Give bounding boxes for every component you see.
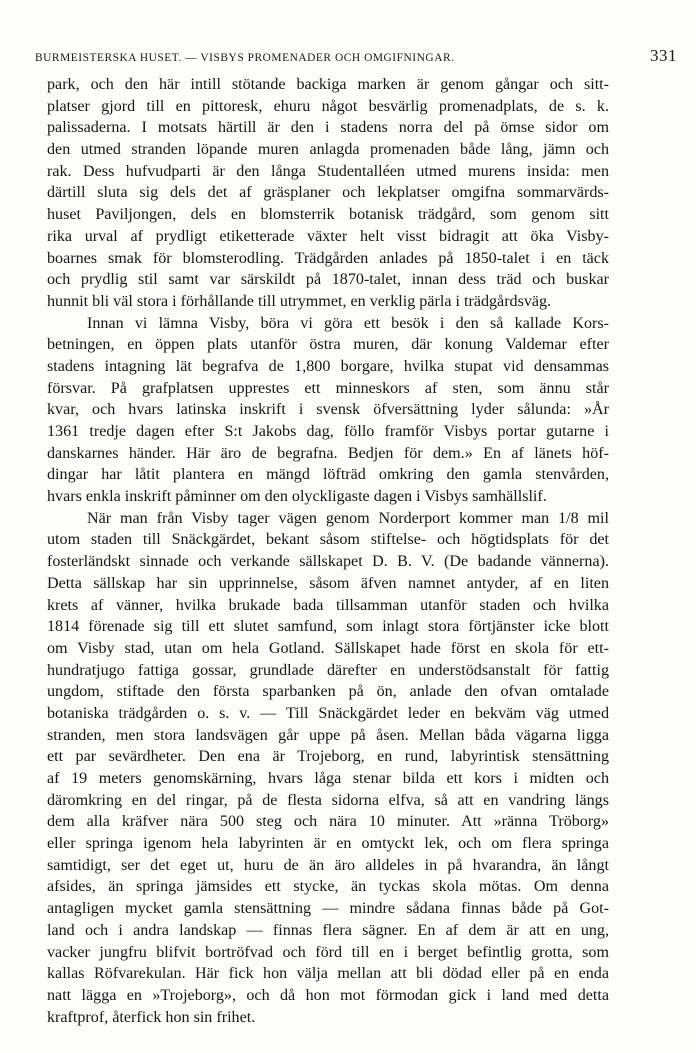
text-line: ett par sevärdheter. Den ena är Trojeborg, en rund, labyrintisk stensättning xyxy=(47,748,609,766)
text-line: När man från Visby tager vägen genom Norderport kommer man 1/8 mil xyxy=(87,509,609,527)
text-line: boarnes smak för blomsterodling. Trädgården anlades på 1850-talet i en täck xyxy=(47,249,609,267)
text-line: dem alla kräfver nära 500 steg och nära 10 minuter. Att »ränna Tröborg» xyxy=(47,813,609,831)
text-line: ungdom, stiftade den första sparbanken på ön, anlade den ofvan omtalade xyxy=(47,683,609,701)
text-line: stranden, men stora landsvägen går uppe på åsen. Mellan båda vägarna ligga xyxy=(47,726,609,744)
text-line: utom staden till Snäckgärdet, bekant såsom stiftelse- och högtidsplats för det xyxy=(47,531,609,549)
text-line: samtidigt, ser det eget ut, huru de än äro alldeles in på hvarandra, än långt xyxy=(47,856,609,874)
text-line: afsides, än springa jämsides ett stycke, än tyckas skola mötas. Om denna xyxy=(47,878,609,896)
text-line: dingar har låtit plantera en mängd löfträd omkring den gamla stenvården, xyxy=(47,466,609,484)
text-line: kallas Röfvarekulan. Här fick hon välja mellan att bli dödad eller på en enda xyxy=(47,965,609,983)
text-line: eller springa igenom hela labyrinten är en omtyckt lek, och om flera springa xyxy=(47,835,609,853)
text-line: rak. Dess hufvudparti är den långa Studentalléen utmed murens insida: men xyxy=(47,162,609,180)
text-line: om Visby stad, utan om hela Gotland. Sällskapet hade först en skola för ett- xyxy=(47,639,609,657)
text-line: huset Paviljongen, dels en blomsterrik botanisk trädgård, som genom sitt xyxy=(47,206,609,224)
text-line: därtill sluta sig dels det af gräsplaner och lekplatser omgifna sommarvärds- xyxy=(47,184,609,202)
text-line: krets af vänner, hvilka brukade bada tillsamman utanför staden och hvilka xyxy=(47,596,609,614)
text-line: palissaderna. I motsats härtill är den i stadens norra del på ömse sidor om xyxy=(47,119,609,137)
text-line: och prydlig stil samt var särskildt på 1870-talet, innan dess träd och buskar xyxy=(47,271,609,289)
text-line: danskarnes händer. Här äro de begrafna. Bedjen för dem.» En af länets höf- xyxy=(47,444,609,462)
text-line: försvar. På grafplatsen upprestes ett minneskors af sten, som ännu står xyxy=(47,379,609,397)
text-line: den utmed stranden löpande muren anlagda promenaden både lång, jämn och xyxy=(47,141,609,159)
running-title: BURMEISTERSKA HUSET. — VISBYS PROMENADER OCH OMGIFNINGAR. xyxy=(35,52,455,64)
text-line: däromkring en del ringar, på de flesta sidorna elfva, så att en vandring längs xyxy=(47,791,609,809)
text-line: fosterländskt sinnade och verkande sällskapet D. B. V. (De badande vännerna). xyxy=(47,553,609,571)
page-number: 331 xyxy=(650,46,677,65)
text-line: rika urval af prydligt etiketterade växter helt visst bidragit att öka Visby- xyxy=(47,227,609,245)
text-line: stadens intagning lät begrafva de 1,800 borgare, hvilka stupat vid densammas xyxy=(47,357,609,375)
running-head xyxy=(35,46,677,70)
text-line: hunnit bli väl stora i förhållande till utrymmet, en verklig pärla i trädgårdsväg. xyxy=(47,292,552,310)
text-line: botaniska trädgården o. s. v. — Till Snäckgärdet leder en bekväm väg utmed xyxy=(47,704,609,722)
text-line: hundratjugo fattiga gossar, grundlade därefter en understödsanstalt för fattig xyxy=(47,661,609,679)
text-line: kraftprof, återfick hon sin frihet. xyxy=(47,1008,256,1026)
body-text xyxy=(47,74,609,1028)
text-line: 1361 tredje dagen efter S:t Jakobs dag, föllo framför Visbys portar gutarne i xyxy=(47,423,609,440)
text-line: kvar, och hvars latinska inskrift i svensk öfversättning lyder sålunda: »År xyxy=(47,401,609,419)
text-line: Detta sällskap har sin upprinnelse, såsom äfven namnet antyder, af en liten xyxy=(47,574,609,592)
text-line: Innan vi lämna Visby, böra vi göra ett besök i den så kallade Kors- xyxy=(87,314,609,332)
text-line: vacker jungfru blifvit bortröfvad och förd till en i berget befintlig grotta, som xyxy=(47,943,609,961)
text-line: 1814 förenade sig till ett slutet samfund, som inlagt stora förtjänster icke blott xyxy=(47,618,609,636)
text-line: natt lägga en »Trojeborg», och då hon mot förmodan gick i land med detta xyxy=(47,986,609,1004)
text-line: betningen, en öppen plats utanför östra muren, där konung Valdemar efter xyxy=(47,336,609,354)
text-line: hvars enkla inskrift påminner om den olyckligaste dagen i Visbys samhällslif. xyxy=(47,488,547,506)
text-line: platser gjord till en pittoresk, ehuru något besvärlig promenadplats, de s. k. xyxy=(47,97,609,115)
text-line: af 19 meters genomskärning, hvars låga stenar bilda ett kors i midten och xyxy=(47,770,609,787)
text-line: park, och den här intill stötande backiga marken är genom gångar och sitt- xyxy=(47,76,609,93)
text-line: land och i andra landskap — finnas flera sägner. En af dem är att en ung, xyxy=(47,921,609,939)
text-line: antagligen mycket gamla stensättning — mindre sådana finnas både på Got- xyxy=(47,900,609,918)
